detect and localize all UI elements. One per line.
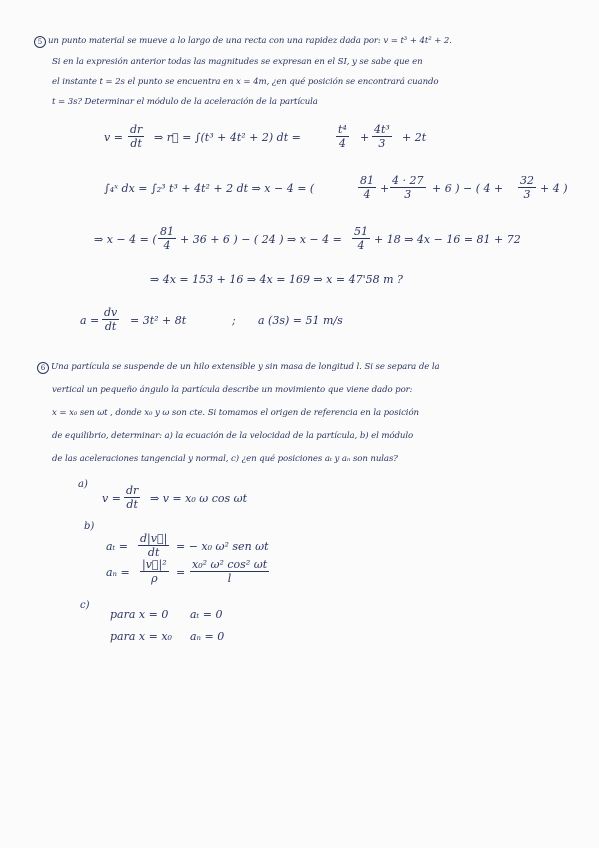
- problem-6-number: 6: [37, 362, 49, 374]
- part-c-row1-result: aₜ = 0: [190, 608, 223, 621]
- part-b-an-frac2-num: x₀² ω² cos² ωt: [192, 558, 268, 571]
- problem-5-text-line-1: un punto material se mueve a lo largo de una recta con una rapidez dada por: v = t³ + 4t² + 2.: [48, 36, 452, 46]
- eq3-frac1-num: 81: [160, 225, 174, 238]
- eq3-start: ⇒ x − 4 = (: [94, 233, 157, 246]
- eq3-frac2-den: 4: [357, 239, 365, 252]
- eq1-frac1-den: dt: [130, 137, 142, 150]
- eq5-frac-den: dt: [104, 320, 117, 333]
- problem-6-text-line-3: x = x₀ sen ωt , donde x₀ y ω son cte. Si tomamos el origen de referencia en la posición: [52, 408, 419, 418]
- eq2-fraction-81-4: [358, 174, 376, 201]
- eq5-result: a (3s) = 51 m/s: [258, 314, 343, 327]
- part-b-at-lhs: aₜ =: [106, 540, 128, 553]
- part-c-label: c): [80, 600, 90, 611]
- eq2-integral: ∫₄ˣ dx = ∫₂³ t³ + 4t² + 2 dt ⇒ x − 4 = (: [104, 182, 315, 195]
- eq2-frac2-den: 3: [404, 188, 412, 201]
- eq2-fraction-32-3: [518, 174, 536, 201]
- part-a-label: a): [78, 479, 88, 490]
- part-b-an-lhs: aₙ =: [106, 566, 130, 579]
- part-b-an-frac2-den: l: [227, 572, 232, 585]
- part-b-an-fraction-2: [190, 558, 269, 585]
- part-b-an-fraction-1: [140, 558, 169, 585]
- eq1-fraction-t4: [336, 123, 349, 150]
- eq1-fraction-4t3: [372, 123, 392, 150]
- eq1-frac2-num: t⁴: [338, 123, 347, 136]
- eq2-plus: +: [380, 182, 390, 195]
- part-b-an-frac1-den: ρ: [151, 572, 158, 585]
- eq3-fraction-81-4: [158, 225, 176, 252]
- eq5-lhs: a =: [80, 314, 100, 327]
- part-c-row1-condition: para x = 0: [110, 608, 169, 621]
- problem-6-text-line-1: Una partícula se suspende de un hilo extensible y sin masa de longitud l. Si se separa de la: [51, 362, 440, 372]
- part-a-lhs: v =: [102, 492, 121, 505]
- part-a-frac-den: dt: [126, 498, 138, 511]
- problem-6-text-line-5: de las aceleraciones tangencial y normal, c) ¿en qué posiciones aₜ y aₙ son nulas?: [52, 454, 398, 464]
- eq1-lhs: v =: [104, 131, 123, 144]
- eq2-frac3-num: 32: [520, 174, 534, 187]
- eq2-tail: + 4 ): [540, 182, 568, 195]
- part-a-rhs: ⇒ v = x₀ ω cos ωt: [150, 492, 248, 505]
- eq2-mid: + 6 ) − ( 4 +: [432, 182, 504, 195]
- part-b-an-frac1-num: |v⃗|²: [142, 558, 167, 571]
- eq1-frac2-den: 4: [338, 137, 346, 150]
- problem-5-number: 5: [34, 36, 46, 48]
- part-c-row2-result: aₙ = 0: [190, 630, 225, 643]
- eq1-fraction-dr-dt: [128, 123, 144, 150]
- eq2-frac1-den: 4: [363, 188, 371, 201]
- problem-6-text-line-4: de equilibrio, determinar: a) la ecuación de la velocidad de la partícula, b) el módulo: [52, 431, 414, 441]
- problem-6-text-line-2: vertical un pequeño ángulo la partícula describe un movimiento que viene dado por:: [52, 385, 413, 395]
- part-c-row2-condition: para x = x₀: [110, 630, 172, 643]
- eq3-end: + 18 ⇒ 4x − 16 = 81 + 72: [374, 233, 521, 246]
- eq1-integral: ⇒ r⃗ = ∫(t³ + 4t² + 2) dt =: [154, 131, 301, 144]
- eq5-separator: ;: [232, 314, 236, 327]
- problem-5-text-line-4: t = 3s? Determinar el módulo de la aceleración de la partícula: [52, 97, 318, 107]
- part-b-label: b): [84, 521, 95, 532]
- eq1-frac1-num: dr: [130, 123, 143, 136]
- eq4: ⇒ 4x = 153 + 16 ⇒ 4x = 169 ⇒ x = 47'58 m ?: [150, 273, 403, 286]
- eq2-frac2-num: 4 · 27: [392, 174, 424, 187]
- eq3-frac1-den: 4: [163, 239, 171, 252]
- eq1-tail: + 2t: [402, 131, 427, 144]
- eq1-frac3-num: 4t³: [374, 123, 390, 136]
- eq5-fraction-dv-dt: [102, 306, 119, 333]
- eq3-frac2-num: 51: [354, 225, 368, 238]
- eq2-frac3-den: 3: [523, 188, 531, 201]
- problem-5-text-line-2: Si en la expresión anterior todas las magnitudes se expresan en el SI, y se sabe que en: [52, 57, 423, 67]
- part-a-frac-num: dr: [126, 484, 139, 497]
- part-a-fraction: [124, 484, 140, 511]
- part-b-an-equals: =: [176, 566, 186, 579]
- eq5-frac-num: dv: [104, 306, 118, 319]
- eq3-fraction-51-4: [352, 225, 370, 252]
- eq2-frac1-num: 81: [360, 174, 374, 187]
- problem-5-text-line-3: el instante t = 2s el punto se encuentra en x = 4m, ¿en qué posición se encontrará cuando: [52, 77, 439, 87]
- part-b-at-fraction: [138, 532, 169, 559]
- eq2-fraction-4x27: [390, 174, 426, 201]
- part-b-at-rhs: = − x₀ ω² sen ωt: [176, 540, 269, 553]
- part-b-at-frac-num: d|v⃗|: [140, 532, 168, 545]
- eq1-plus: +: [360, 131, 370, 144]
- eq3-middle: + 36 + 6 ) − ( 24 ) ⇒ x − 4 =: [180, 233, 342, 246]
- eq5-rhs: = 3t² + 8t: [130, 314, 187, 327]
- eq1-frac3-den: 3: [378, 137, 386, 150]
- part-b-at-frac-den: dt: [147, 546, 160, 559]
